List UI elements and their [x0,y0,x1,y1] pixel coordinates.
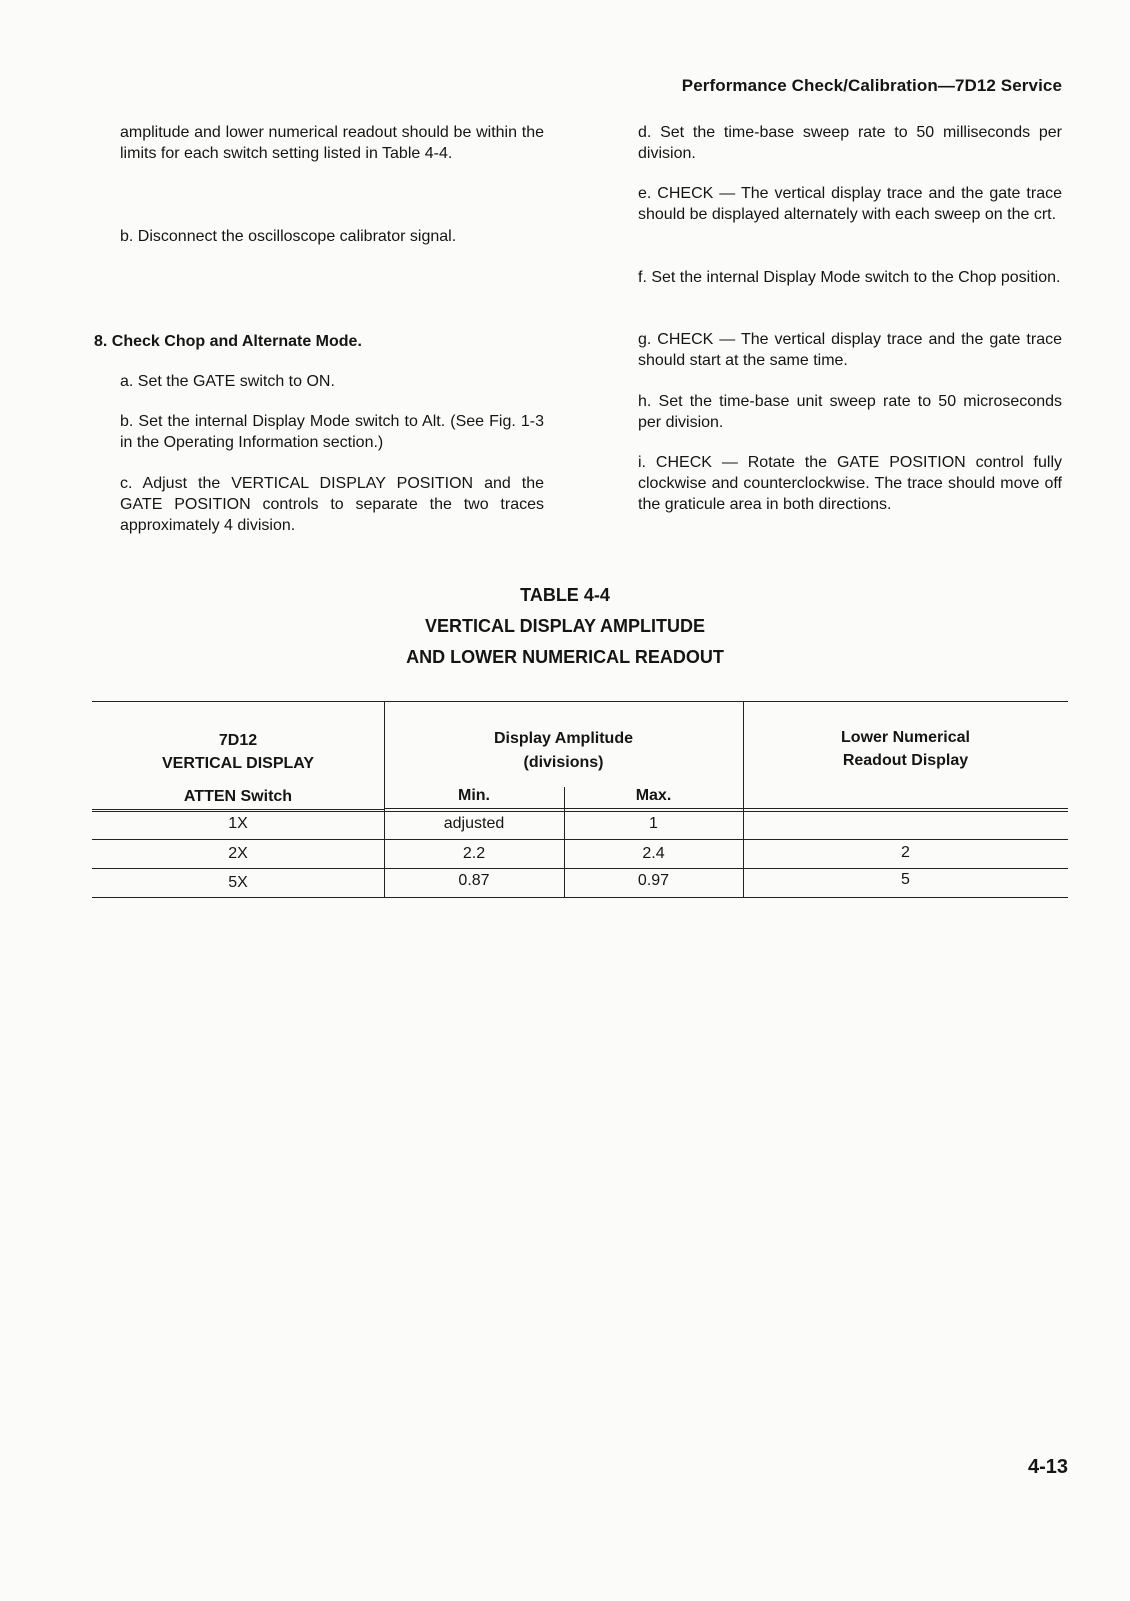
row-1-atten: 1X [228,815,248,832]
step-8a-block [94,371,544,392]
step-8-heading: 8. Check Chop and Alternate Mode. [94,333,362,350]
row-3-max: 0.97 [637,872,670,889]
row-3-min: 0.87 [458,872,490,889]
step-8a: a. Set the GATE switch to ON. [120,373,335,390]
header-readout-line-1: Lower Numerical [841,729,970,746]
step-8g: g. CHECK — The vertical display trace and the gate trace should start at the same time. [638,331,1062,369]
header-rule-left [92,809,384,810]
step-8-heading-block [94,331,544,352]
header-amplitude-line-1: Display Amplitude [494,730,633,747]
step-8e: e. CHECK — The vertical display trace and the gate trace should be displayed alternately with each sweep on the crt. [638,185,1062,223]
step-8b-block [94,411,544,453]
header-atten-line-3: ATTEN Switch [183,788,293,805]
row-1-max: 1 [649,815,658,832]
row-2-max: 2.4 [642,845,665,862]
step-e-block [638,183,1062,225]
step-8c-block [94,473,544,536]
table-title-line-2: VERTICAL DISPLAY AMPLITUDE [424,616,706,636]
row-1-min: adjusted [443,815,505,832]
step-h-block [638,391,1062,433]
header-atten-line-2: VERTICAL DISPLAY [161,755,315,772]
left-column [94,122,544,164]
step-7b: b. Disconnect the oscilloscope calibrator signal. [120,228,457,245]
row-2-atten: 2X [228,845,248,862]
header-subrule [384,808,1068,809]
paragraph-continuation: amplitude and lower numerical readout should be within the limits for each switch setting listed in Table 4-4. [120,124,544,162]
table-title [0,580,1130,673]
step-8d: d. Set the time-base sweep rate to 50 milliseconds per division. [638,124,1062,162]
step-f-block [638,267,1062,288]
header-min: Min. [458,787,490,804]
header-bottom-rule [92,811,1068,812]
table-number: TABLE 4-4 [520,585,610,605]
row-2-readout: 2 [901,844,910,861]
running-head: Performance Check/Calibration—7D12 Service [681,76,1062,95]
step-i-block [638,452,1062,515]
table-top-rule [92,701,1068,702]
page-number: 4-13 [1027,1456,1068,1478]
step-8f: f. Set the internal Display Mode switch to the Chop position. [638,269,1061,286]
step-d-block [638,122,1062,164]
row-3-atten: 5X [228,874,248,891]
table-title-line-3: AND LOWER NUMERICAL READOUT [406,647,724,667]
header-atten-line-1: 7D12 [218,732,258,749]
step-8c: c. Adjust the VERTICAL DISPLAY POSITION and the GATE POSITION controls to separate the two traces approximately 4 division. [120,475,544,534]
left-column-b [94,226,544,247]
step-8i: i. CHECK — Rotate the GATE POSITION control fully clockwise and counterclockwise. The trace should move off the graticule area in both directions. [638,454,1062,513]
step-g-block [638,329,1062,371]
header-readout-line-2: Readout Display [842,752,969,769]
table-bottom-rule [92,897,1068,898]
row-rule-1 [92,839,1068,840]
step-8h: h. Set the time-base unit sweep rate to 50 microseconds per division. [638,393,1062,431]
row-2-min: 2.2 [462,845,486,862]
row-3-readout: 5 [901,871,910,888]
step-8b: b. Set the internal Display Mode switch to Alt. (See Fig. 1-3 in the Operating Information section.) [120,413,544,451]
header-max: Max. [635,787,672,804]
header-amplitude-line-2: (divisions) [523,754,604,771]
